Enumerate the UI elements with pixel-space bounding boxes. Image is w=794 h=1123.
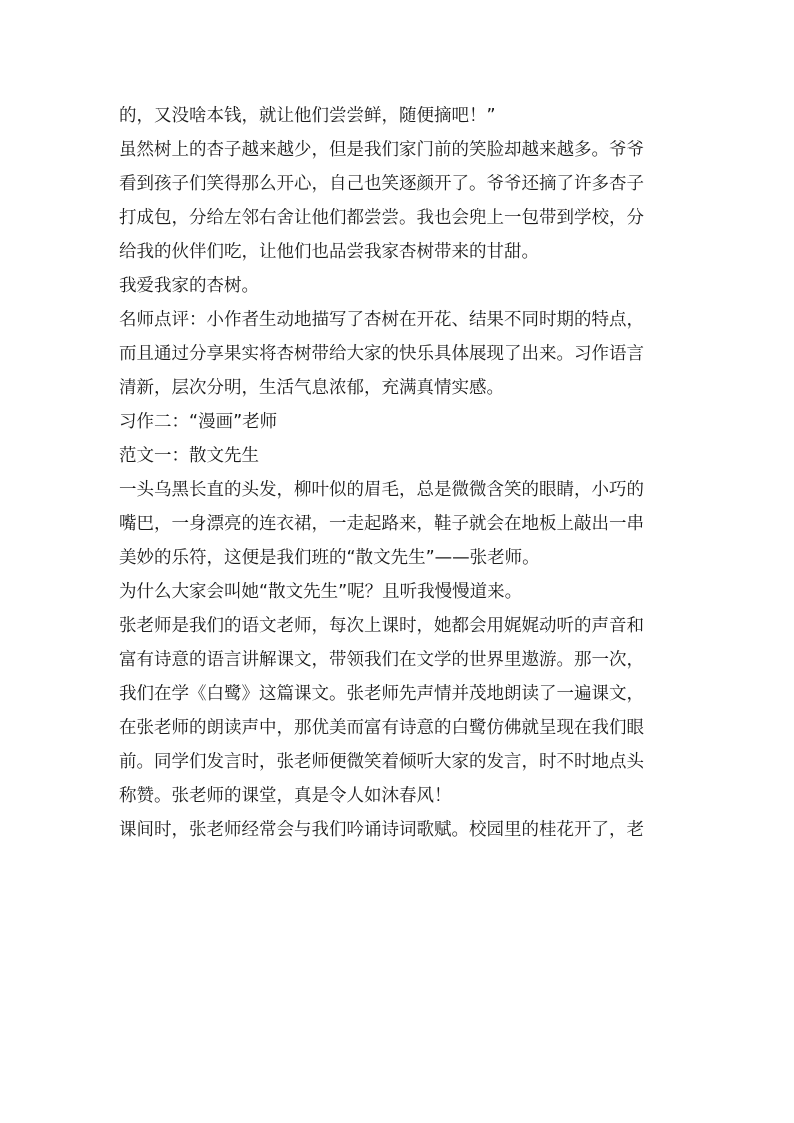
text-line: 美妙的乐符，这便是我们班的“散文先生”——张老师。 [119, 548, 540, 568]
document-body [119, 99, 679, 847]
text-line: 富有诗意的语言讲解课文，带领我们在文学的世界里遨游。那一次， [119, 650, 644, 670]
text-line: 虽然树上的杏子越来越少，但是我们家门前的笑脸却越来越多。爷爷 [119, 140, 644, 160]
text-line: 给我的伙伴们吃，让他们也品尝我家杏树带来的甘甜。 [119, 242, 539, 262]
text-line: 而且通过分享果实将杏树带给大家的快乐具体展现了出来。习作语言 [119, 344, 644, 364]
text-line: 我爱我家的杏树。 [119, 276, 259, 296]
text-line: 张老师是我们的语文老师，每次上课时，她都会用娓娓动听的声音和 [119, 616, 644, 636]
text-line: 课间时，张老师经常会与我们吟诵诗词歌赋。校园里的桂花开了，老 [119, 820, 644, 840]
text-line: 为什么大家会叫她“散文先生”呢？且听我慢慢道来。 [119, 582, 523, 602]
text-line: 打成包，分给左邻右舍让他们都尝尝。我也会兜上一包带到学校，分 [119, 208, 644, 228]
text-line: 前。同学们发言时，张老师便微笑着倾听大家的发言，时不时地点头 [119, 752, 644, 772]
text-line: 嘴巴，一身漂亮的连衣裙，一走起路来，鞋子就会在地板上敲出一串 [119, 514, 644, 534]
text-line: 清新，层次分明，生活气息浓郁，充满真情实感。 [119, 378, 504, 398]
text-line: 我们在学《白鹭》这篇课文。张老师先声情并茂地朗读了一遍课文， [119, 684, 644, 704]
essay-title: 范文一：散文先生 [119, 446, 259, 466]
text-line: 看到孩子们笑得那么开心，自己也笑逐颜开了。爷爷还摘了许多杏子 [119, 174, 644, 194]
text-line: 在张老师的朗读声中，那优美而富有诗意的白鹭仿佛就呈现在我们眼 [119, 718, 644, 738]
text-line: 名师点评：小作者生动地描写了杏树在开花、结果不同时期的特点， [119, 310, 644, 330]
text-line: 称赞。张老师的课堂，真是令人如沐春风！ [119, 786, 452, 806]
text-line: 一头乌黑长直的头发，柳叶似的眉毛，总是微微含笑的眼睛，小巧的 [119, 480, 644, 500]
text-line: 的，又没啥本钱，就让他们尝尝鲜，随便摘吧！” [119, 106, 496, 126]
section-heading: 习作二：“漫画”老师 [119, 412, 278, 432]
